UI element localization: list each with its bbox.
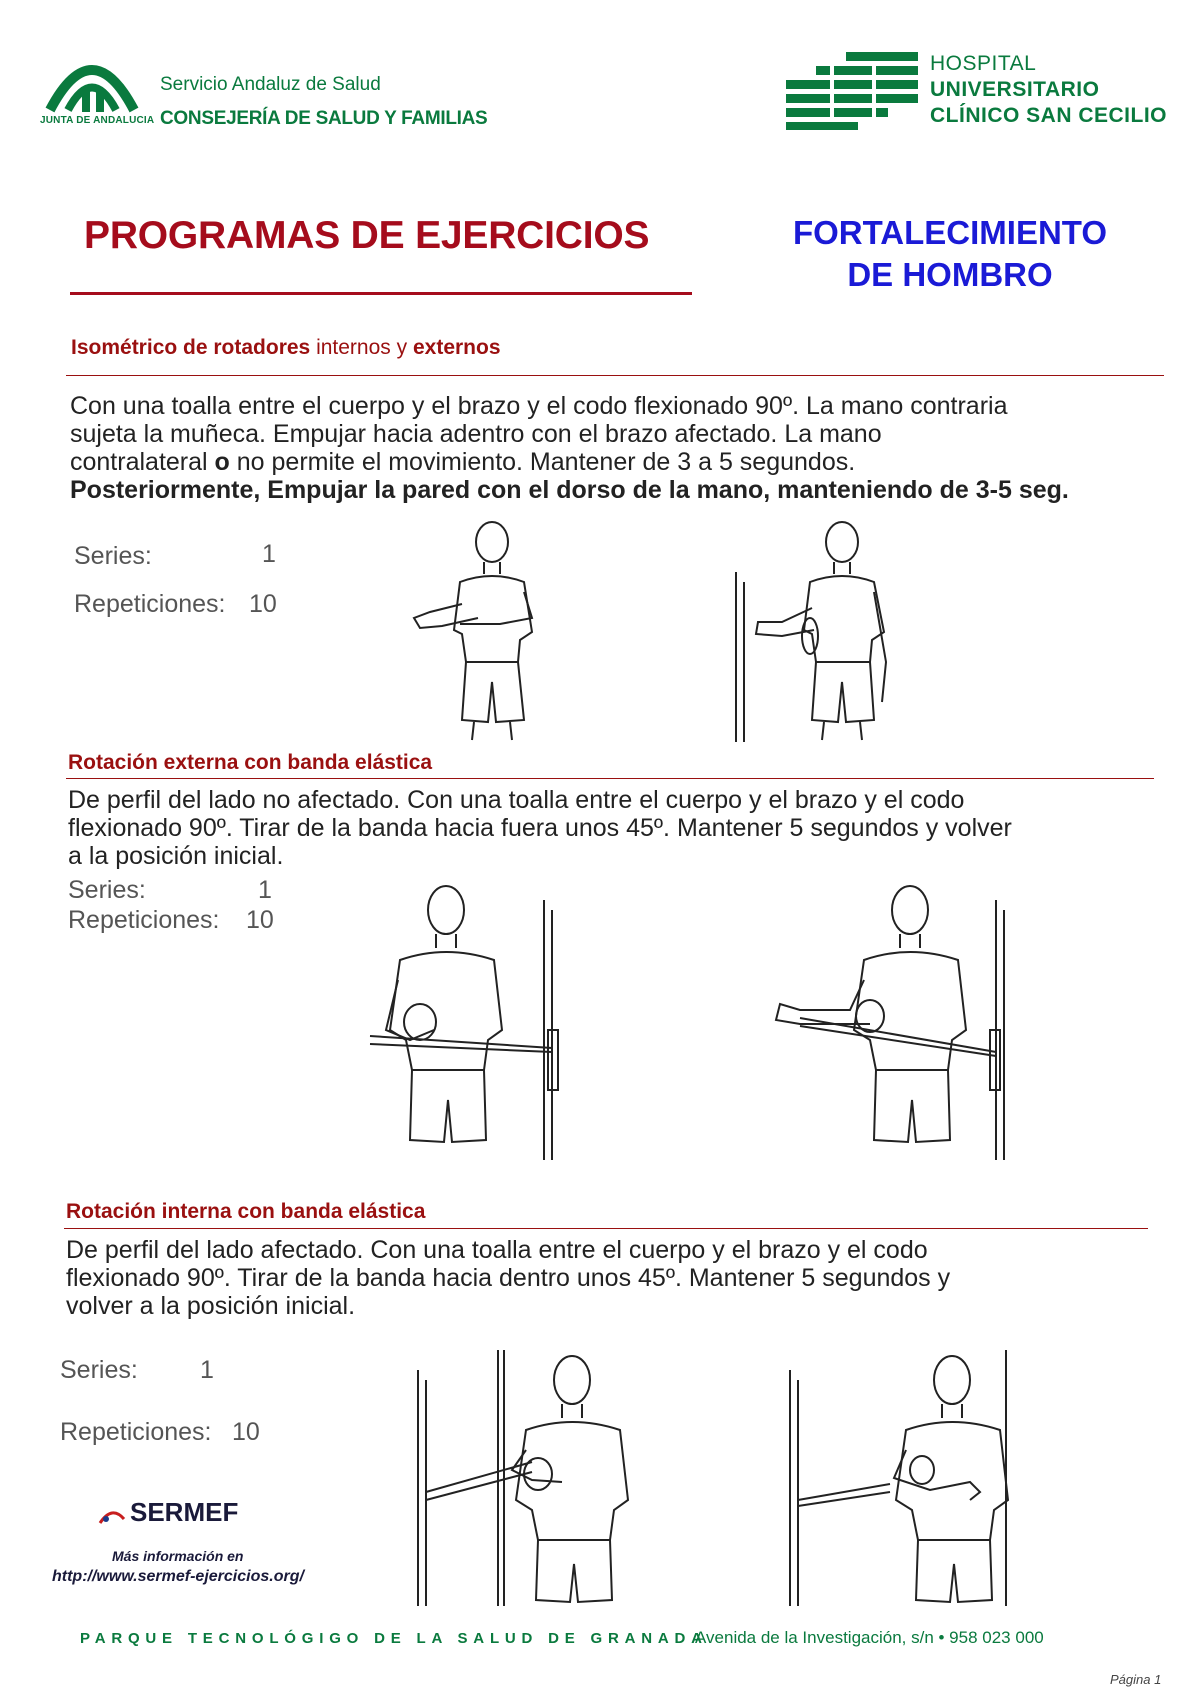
hospital-line1: HOSPITAL [930,52,1037,75]
page-number: Página 1 [1110,1672,1162,1687]
page-subtitle [750,212,1150,296]
section-description [68,786,1168,870]
series-value: 1 [258,876,272,904]
subtitle-line1: FORTALECIMIENTO [792,214,1108,251]
description-line: volver a la posición inicial. [66,1292,356,1320]
section-heading-internal-rotation: Rotación interna con banda elástica [66,1200,426,1223]
exercise-illustration [400,512,560,742]
section-description [70,392,1170,504]
exercise-illustration [412,1350,652,1606]
heading-part: Isométrico de rotadores [71,336,317,359]
reps-value: 10 [246,906,274,934]
exercise-illustration [780,1350,1020,1606]
description-line: a la posición inicial. [68,842,284,870]
sermef-logo [98,1497,288,1528]
section-divider [66,375,1164,376]
text-span: contralateral [70,448,215,476]
description-line: flexionado 90º. Tirar de la banda hacia dentro unos 45º. Mantener 5 segundos y [66,1264,951,1292]
consejeria-name: CONSEJERÍA DE SALUD Y FAMILIAS [160,108,488,129]
more-info-label: Más información en [112,1548,244,1564]
description-line [70,448,1170,476]
series-value: 1 [200,1356,214,1384]
description-line: Con una toalla entre el cuerpo y el brazo y el codo flexionado 90º. La mano contraria [70,392,1008,420]
series-label: Series: [68,876,146,904]
description-line: Posteriormente, Empujar la pared con el dorso de la mano, manteniendo de 3-5 seg. [70,476,1069,504]
sermef-wordmark: SERMEF [130,1497,239,1527]
exercise-illustration [760,880,1020,1160]
description-line: De perfil del lado no afectado. Con una toalla entre el cuerpo y el brazo y el codo [68,786,965,814]
footer-address: Avenida de la Investigación, s/n • 958 023 000 [695,1628,1044,1647]
description-line: sujeta la muñeca. Empujar hacia adentro con el brazo afectado. La mano [70,420,882,448]
series-value: 1 [262,540,276,568]
exercise-illustration [360,880,590,1160]
heading-part: internos y [316,336,413,359]
sermef-link[interactable]: http://www.sermef-ejercicios.org/ [52,1568,304,1585]
text-span: no permite el movimiento. Mantener de 3 a 5 segundos. [229,448,856,476]
subtitle-line2: DE HOMBRO [847,256,1053,293]
title-divider [70,292,692,295]
exercise-illustration [726,512,906,742]
series-label: Series: [60,1356,138,1384]
reps-value: 10 [232,1418,260,1446]
footer-park-name: PARQUE TECNOLÓGIGO DE LA SALUD DE GRANADA [80,1630,708,1647]
section-description [66,1236,1166,1320]
section-heading-external-rotation: Rotación externa con banda elástica [68,751,433,774]
reps-value: 10 [249,590,277,618]
reps-label: Repeticiones: [74,590,226,618]
series-label: Series: [74,542,152,570]
hospital-line2: UNIVERSITARIO [930,78,1100,101]
description-line: De perfil del lado afectado. Con una toalla entre el cuerpo y el brazo y el codo [66,1236,928,1264]
section-divider [66,778,1154,779]
hospital-logo [786,52,920,130]
reps-label: Repeticiones: [68,906,220,934]
page-title: PROGRAMAS DE EJERCICIOS [84,214,650,257]
sas-name: Servicio Andaluz de Salud [160,74,381,95]
text-span: o [214,448,230,476]
section-divider [64,1228,1148,1229]
section-heading-isometric [71,336,501,360]
hospital-line3: CLÍNICO SAN CECILIO [930,104,1168,127]
heading-part: externos [412,336,501,359]
reps-label: Repeticiones: [60,1418,212,1446]
sermef-mark-icon [98,1509,126,1525]
description-line: flexionado 90º. Tirar de la banda hacia fuera unos 45º. Mantener 5 segundos y volver [68,814,1012,842]
junta-label: JUNTA DE ANDALUCIA [40,115,155,126]
